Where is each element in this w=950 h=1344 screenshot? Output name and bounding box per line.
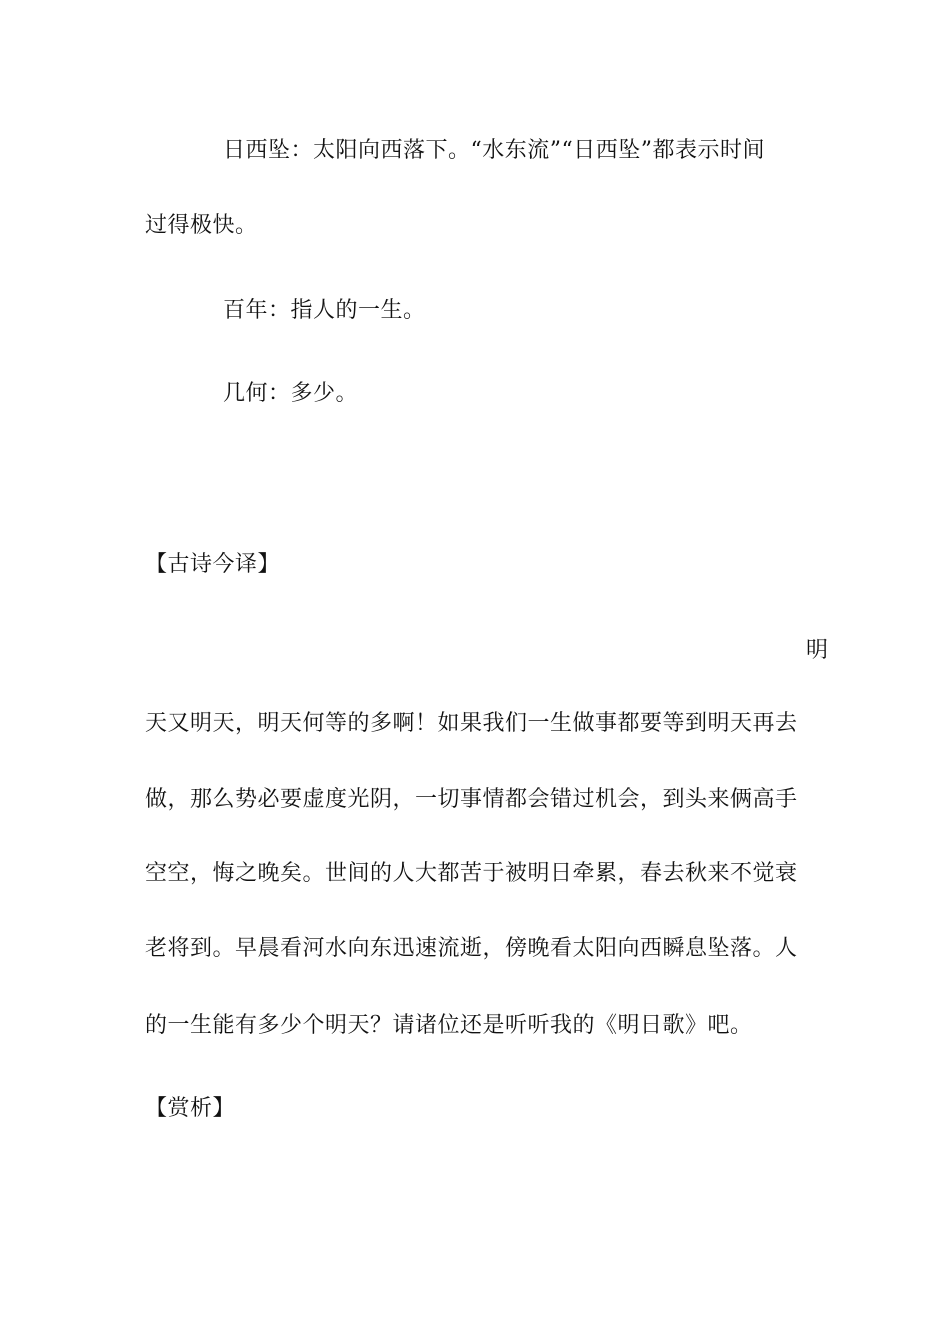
- translation-first-char: 明: [806, 638, 829, 663]
- note-rixizhui-line-2: 过得极快。: [145, 213, 258, 238]
- translation-line: 空空，悔之晚矣。世间的人大都苦于被明日牵累，春去秋来不觉衰: [145, 861, 798, 886]
- translation-heading: 【古诗今译】: [145, 552, 281, 577]
- translation-line: 老将到。早晨看河水向东迅速流逝，傍晚看太阳向西瞬息坠落。人: [145, 936, 798, 961]
- translation-line: 天又明天，明天何等的多啊！如果我们一生做事都要等到明天再去: [145, 711, 798, 736]
- note-rixizhui-line-1: 日西坠：太阳向西落下。“水东流”“日西坠”都表示时间: [223, 138, 765, 163]
- appreciation-heading: 【赏析】: [145, 1096, 236, 1121]
- translation-line: 的一生能有多少个明天？请诸位还是听听我的《明日歌》吧。: [145, 1013, 753, 1038]
- note-bainian: 百年：指人的一生。: [223, 298, 426, 323]
- translation-line: 做，那么势必要虚度光阴，一切事情都会错过机会，到头来俩高手: [145, 787, 798, 812]
- note-jihe: 几何：多少。: [223, 381, 359, 406]
